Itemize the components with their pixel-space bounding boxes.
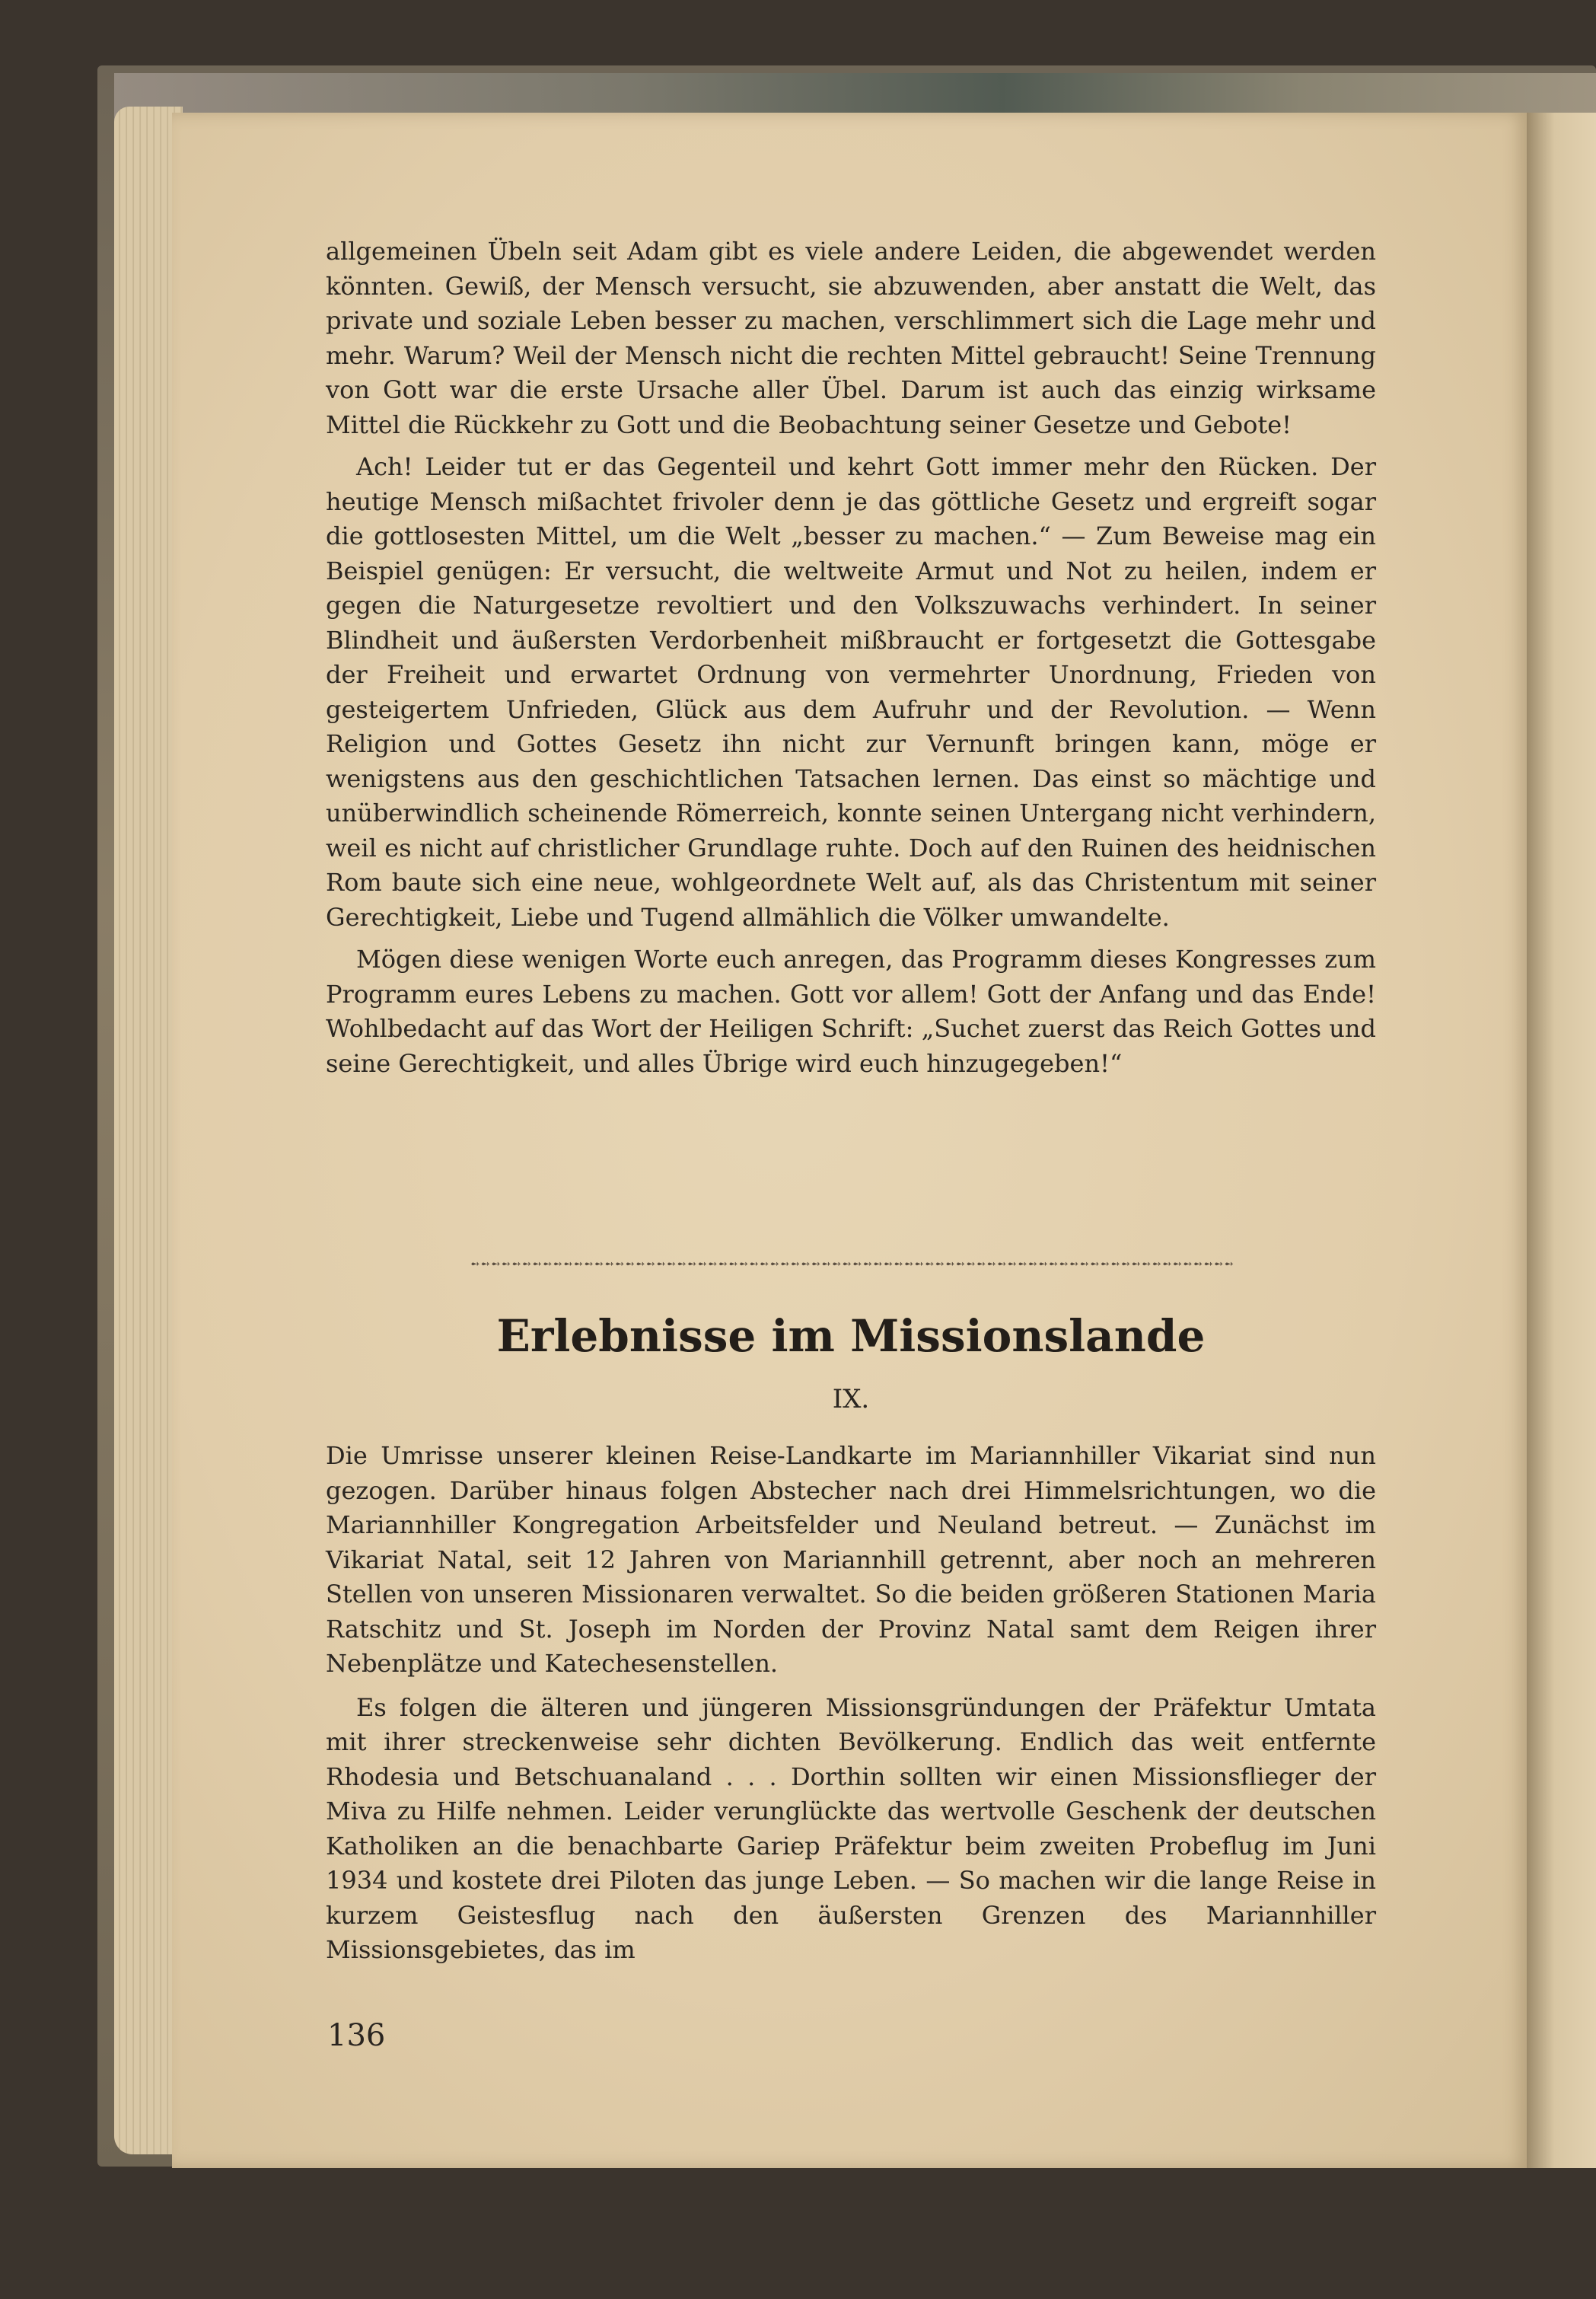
continuation-text [326,234,1376,1081]
ornamental-divider: ➻➻➻➻➻➻➻➻➻➻➻➻➻➻➻➻➻➻➻➻➻➻➻➻➻➻➻➻➻➻➻➻➻➻➻➻➻➻➻➻➻➻➻➻➻➻➻➻➻➻➻➻➻➻➻➻➻➻➻➻➻➻➻➻➻➻➻➻➻➻➻➻➻➻ [470,1258,1235,1270]
continuation-paragraph-3: Mögen diese wenigen Worte euch anregen, das Programm dieses Kongresses zum Programm eures Lebens zu machen. Gott vor allem! Gott der Anfang und das Ende! Wohlbedacht auf das Wort der Heiligen Schrift: „Suchet zuerst das Reich Gottes und seine Gerechtigkeit, und alles Übrige wird euch hinzugegeben!“ [326,945,1376,1078]
article-number: IX. [832,1384,870,1414]
continuation-paragraph-2: Ach! Leider tut er das Gegenteil und kehrt Gott immer mehr den Rücken. Der heutige Mensch mißachtet frivoler denn je das göttliche Gesetz und ergreift sogar die gottlosesten Mittel, um die Welt „besser zu machen.“ — Zum Beweise mag ein Beispiel genügen: Er versucht, die weltweite Armut und Not zu heilen, indem er gegen die Naturgesetze revoltiert und den Volkszuwachs verhindert. In seiner Blindheit und äußersten Verdorbenheit mißbraucht er fortgesetzt die Gottesgabe der Freiheit und erwartet Ordnung von vermehrter Unordnung, Frieden von gesteigertem Unfrieden, Glück aus dem Aufruhr und der Revolution. — Wenn Religion und Gottes Gesetz ihn nicht zur Vernunft bringen kann, möge er wenigstens aus den geschichtlichen Tatsachen lernen. Das einst so mächtige und unüberwindlich scheinende Römerreich, konnte seinen Untergang nicht verhindern, weil es nicht auf christlicher Grundlage ruhte. Doch auf den Ruinen des heidnischen Rom baute sich eine neue, wohlgeordnete Welt auf, als das Christentum mit seiner Gerechtigkeit, Liebe und Tugend allmählich die Völker umwandelte. [326,452,1376,932]
page-number: 136 [327,2018,386,2053]
facing-page-edge [1527,113,1596,2168]
article-text [326,1439,1376,1968]
continuation-paragraph-1: allgemeinen Übeln seit Adam gibt es viele andere Leiden, die abgewendet werden könnten. Gewiß, der Mensch versucht, sie abzuwenden, aber anstatt die Welt, das private und soziale Leben besser zu machen, verschlimmert sich die Lage mehr und mehr. Warum? Weil der Mensch nicht die rechten Mittel gebraucht! Seine Trennung von Gott war die erste Ursache aller Übel. Darum ist auch das einzig wirksame Mittel die Rückkehr zu Gott und die Beobachtung seiner Gesetze und Gebote! [326,237,1376,439]
article-title: Erlebnisse im Missionslande [496,1310,1206,1362]
article-paragraph-2: Es folgen die älteren und jüngeren Missionsgründungen der Präfektur Umtata mit ihrer streckenweise sehr dichten Bevölkerung. Endlich das weit entfernte Rhodesia und Betschuanaland . . . Dorthin sollten wir einen Missionsflieger der Miva zu Hilfe nehmen. Leider verunglückte das wertvolle Geschenk der deutschen Katholiken an die benachbarte Gariep Präfektur beim zweiten Probeflug im Juni 1934 und kostete drei Piloten das junge Leben. — So machen wir die lange Reise in kurzem Geistesflug nach den äußersten Grenzen des Mariannhiller Missionsgebietes, das im [326,1692,1376,1964]
article-paragraph-1: Die Umrisse unserer kleinen Reise-Landkarte im Mariannhiller Vikariat sind nun gezogen. Darüber hinaus folgen Abstecher nach drei Himmelsrichtungen, wo die Mariannhiller Kongregation Arbeitsfelder und Neuland betreut. — Zunächst im Vikariat Natal, seit 12 Jahren von Mariannhill getrennt, aber noch an mehreren Stellen von unseren Missionaren verwaltet. So die beiden größeren Stationen Maria Ratschitz und St. Joseph im Norden der Provinz Natal samt dem Reigen ihrer Nebenplätze und Katechesenstellen. [326,1441,1376,1678]
